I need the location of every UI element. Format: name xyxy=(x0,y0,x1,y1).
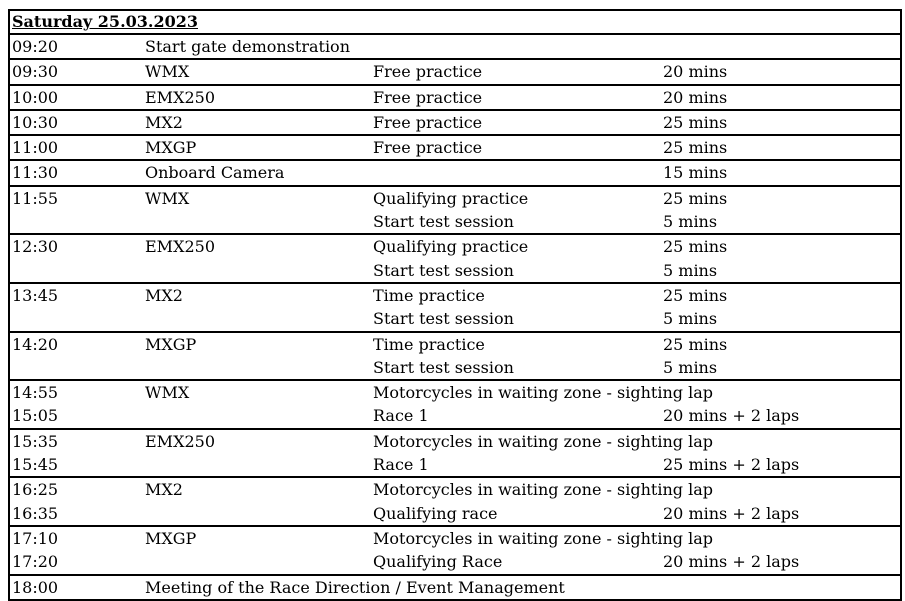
time-cell xyxy=(9,356,145,380)
time-cell: 11:30 xyxy=(9,160,145,185)
duration-cell: 20 mins xyxy=(663,85,901,110)
duration-cell: 20 mins + 2 laps xyxy=(663,502,901,526)
class-cell: MXGP xyxy=(145,135,373,160)
activity-cell: Qualifying Race xyxy=(373,552,503,572)
time-cell: 15:35 xyxy=(9,429,145,453)
schedule-row xyxy=(9,575,901,600)
schedule-row xyxy=(9,307,901,331)
class-cell: MXGP xyxy=(145,526,373,550)
schedule-sheet xyxy=(8,9,900,601)
activity-cell: Time practice xyxy=(373,332,663,356)
time-cell: 14:20 xyxy=(9,332,145,356)
class-cell xyxy=(145,307,373,331)
activity-cell: Free practice xyxy=(373,59,663,84)
time-cell: 15:45 xyxy=(9,453,145,477)
class-cell: Onboard Camera xyxy=(145,160,373,185)
schedule-row xyxy=(9,380,901,404)
class-cell: MXGP xyxy=(145,332,373,356)
activity-cell: Race 1 xyxy=(373,406,429,426)
duration-cell: 5 mins xyxy=(663,210,901,234)
schedule-row xyxy=(9,34,901,59)
class-cell xyxy=(145,453,373,477)
class-cell: EMX250 xyxy=(145,429,373,453)
class-cell xyxy=(145,550,373,574)
time-cell: 18:00 xyxy=(9,575,145,600)
time-cell: 13:45 xyxy=(9,283,145,307)
class-cell xyxy=(145,210,373,234)
activity-cell: Free practice xyxy=(373,135,663,160)
duration-cell: 25 mins xyxy=(663,332,901,356)
schedule-row xyxy=(9,404,901,428)
class-cell xyxy=(145,356,373,380)
time-cell: 16:25 xyxy=(9,477,145,501)
schedule-row xyxy=(9,210,901,234)
schedule-row xyxy=(9,502,901,526)
activity-cell: Start test session xyxy=(373,309,514,329)
schedule-row xyxy=(9,259,901,283)
duration-cell: 5 mins xyxy=(663,259,901,283)
activity-cell: Free practice xyxy=(373,85,663,110)
class-cell: WMX xyxy=(145,380,373,404)
time-cell: 17:10 xyxy=(9,526,145,550)
activity-cell: Free practice xyxy=(373,110,663,135)
schedule-row xyxy=(9,429,901,453)
activity-cell xyxy=(373,160,663,185)
time-cell: 11:55 xyxy=(9,186,145,210)
time-cell: 11:00 xyxy=(9,135,145,160)
time-cell: 10:00 xyxy=(9,85,145,110)
time-cell: 09:20 xyxy=(9,34,145,59)
schedule-row xyxy=(9,85,901,110)
time-cell: 17:20 xyxy=(9,550,145,574)
activity-span-cell: Motorcycles in waiting zone - sighting lap xyxy=(373,429,901,453)
class-cell xyxy=(145,502,373,526)
schedule-row xyxy=(9,453,901,477)
time-cell: 15:05 xyxy=(9,404,145,428)
schedule-row xyxy=(9,526,901,550)
class-cell: EMX250 xyxy=(145,234,373,258)
duration-cell: 25 mins xyxy=(663,234,901,258)
activity-cell: Start test session xyxy=(373,357,514,377)
duration-cell: 25 mins xyxy=(663,110,901,135)
class-cell xyxy=(145,404,373,428)
schedule-row xyxy=(9,550,901,574)
duration-cell: 20 mins xyxy=(663,59,901,84)
activity-cell: Qualifying practice xyxy=(373,234,663,258)
schedule-header-row xyxy=(9,10,901,34)
duration-cell: 20 mins + 2 laps xyxy=(663,404,901,428)
class-cell: MX2 xyxy=(145,283,373,307)
duration-cell: 20 mins + 2 laps xyxy=(663,550,901,574)
time-cell: 10:30 xyxy=(9,110,145,135)
schedule-row xyxy=(9,160,901,185)
duration-cell: 25 mins xyxy=(663,186,901,210)
schedule-row xyxy=(9,234,901,258)
activity-span-cell: Motorcycles in waiting zone - sighting lap xyxy=(373,380,901,404)
activity-cell: Start test session xyxy=(373,260,514,280)
schedule-title: Saturday 25.03.2023 xyxy=(9,10,901,34)
duration-cell: 25 mins xyxy=(663,283,901,307)
class-cell: MX2 xyxy=(145,110,373,135)
class-cell: MX2 xyxy=(145,477,373,501)
duration-cell: 15 mins xyxy=(663,160,901,185)
activity-cell: Qualifying race xyxy=(373,503,498,523)
schedule-row xyxy=(9,186,901,210)
activity-span-cell: Motorcycles in waiting zone - sighting lap xyxy=(373,526,901,550)
time-cell xyxy=(9,259,145,283)
activity-cell: Qualifying practice xyxy=(373,186,663,210)
event-span-cell: Meeting of the Race Direction / Event Management xyxy=(145,575,901,600)
activity-span-cell: Motorcycles in waiting zone - sighting lap xyxy=(373,477,901,501)
activity-cell: Race 1 xyxy=(373,455,429,475)
duration-cell: 5 mins xyxy=(663,356,901,380)
schedule-row xyxy=(9,356,901,380)
duration-cell: 25 mins + 2 laps xyxy=(663,453,901,477)
class-cell: WMX xyxy=(145,186,373,210)
class-cell: WMX xyxy=(145,59,373,84)
time-cell: 12:30 xyxy=(9,234,145,258)
class-cell xyxy=(145,259,373,283)
class-cell: EMX250 xyxy=(145,85,373,110)
activity-cell: Time practice xyxy=(373,283,663,307)
duration-cell: 5 mins xyxy=(663,307,901,331)
event-span-cell: Start gate demonstration xyxy=(145,34,901,59)
activity-cell: Start test session xyxy=(373,212,514,232)
schedule-row xyxy=(9,283,901,307)
time-cell: 16:35 xyxy=(9,502,145,526)
time-cell: 09:30 xyxy=(9,59,145,84)
duration-cell: 25 mins xyxy=(663,135,901,160)
schedule-row xyxy=(9,135,901,160)
time-cell xyxy=(9,210,145,234)
schedule-row xyxy=(9,110,901,135)
schedule-row xyxy=(9,477,901,501)
time-cell xyxy=(9,307,145,331)
schedule-row xyxy=(9,59,901,84)
time-cell: 14:55 xyxy=(9,380,145,404)
schedule-table xyxy=(8,9,902,601)
schedule-row xyxy=(9,332,901,356)
